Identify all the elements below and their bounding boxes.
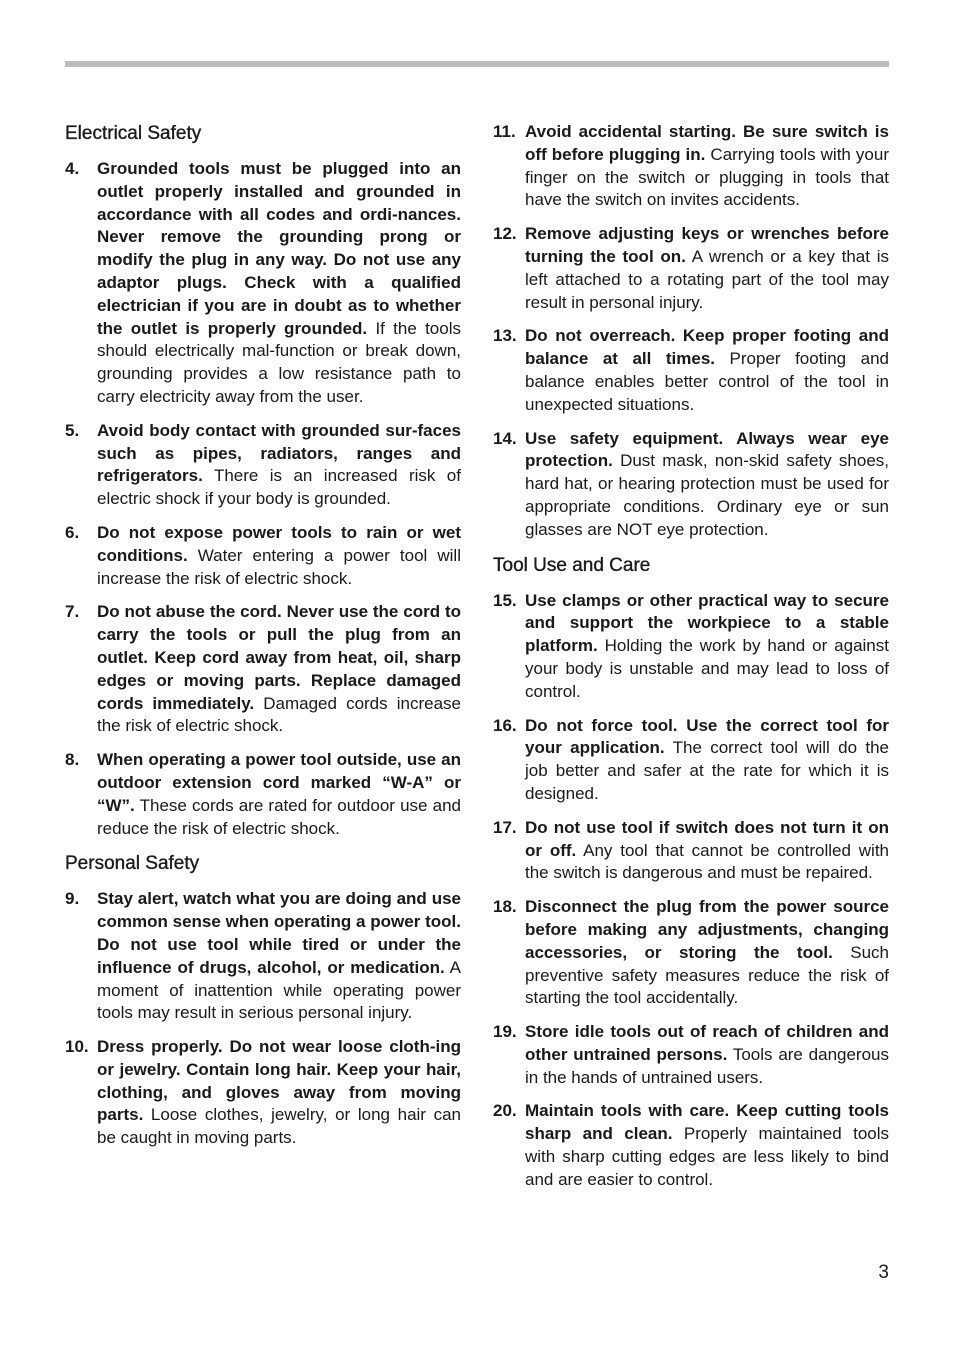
list-item bbox=[493, 817, 889, 885]
item-number: 16. bbox=[493, 715, 517, 735]
item-bold: Disconnect the plug from the power source before making any adjustments, changing accessories, or storing the tool. bbox=[525, 897, 889, 962]
page-number: 3 bbox=[878, 1262, 889, 1283]
list-item bbox=[65, 601, 461, 738]
item-body: Water entering a power tool will increase the risk of electric shock. bbox=[97, 545, 461, 588]
item-text bbox=[525, 817, 889, 885]
heading-tool-use-and-care: Tool Use and Care bbox=[493, 554, 651, 576]
item-bold: Stay alert, watch what you are doing and use common sense when operating a power tool. Do not use tool while tired or under the influence of drugs, alcohol, or medication. bbox=[97, 889, 461, 977]
item-text bbox=[97, 1036, 461, 1150]
item-number: 9. bbox=[65, 889, 80, 909]
item-number: 5. bbox=[65, 420, 80, 440]
item-bold: Use safety equipment. Always wear eye protection. bbox=[525, 428, 889, 471]
right-column bbox=[493, 121, 889, 1203]
list-item bbox=[493, 715, 889, 806]
item-bold: Dress properly. Do not wear loose cloth-ing or jewelry. Contain long hair. Keep your hair, clothing, and gloves away from moving parts. bbox=[97, 1037, 461, 1125]
item-number: 6. bbox=[65, 522, 80, 542]
item-number: 13. bbox=[493, 326, 517, 346]
item-text bbox=[97, 420, 461, 511]
header-rule bbox=[65, 61, 889, 67]
item-text bbox=[97, 601, 461, 738]
item-text bbox=[97, 888, 461, 1025]
item-bold: Avoid accidental starting. Be sure switch is off before plugging in. bbox=[525, 122, 889, 164]
left-column bbox=[65, 121, 461, 1161]
item-bold: Store idle tools out of reach of children and other untrained persons. bbox=[525, 1022, 889, 1064]
item-bold: Do not use tool if switch does not turn it on or off. bbox=[525, 817, 889, 860]
item-text bbox=[525, 590, 889, 704]
item-body: Loose clothes, jewelry, or long hair can be caught in moving parts. bbox=[97, 1105, 461, 1148]
list-item bbox=[493, 428, 889, 542]
item-body: Tools are dangerous in the hands of untrained users. bbox=[525, 1044, 890, 1087]
list-item bbox=[65, 1036, 461, 1150]
item-number: 10. bbox=[65, 1037, 89, 1057]
list-item bbox=[65, 158, 461, 409]
item-body: There is an increased risk of electric shock if your body is grounded. bbox=[97, 466, 461, 509]
item-text bbox=[97, 749, 461, 840]
item-body: Such preventive safety measures reduce the risk of starting the tool accidentally. bbox=[525, 942, 889, 1008]
item-bold: Maintain tools with care. Keep cutting tools sharp and clean. bbox=[525, 1101, 889, 1144]
item-body: These cords are rated for outdoor use and reduce the risk of electric shock. bbox=[97, 795, 461, 838]
list-item bbox=[493, 223, 889, 314]
item-bold: Do not expose power tools to rain or wet conditions. bbox=[97, 522, 461, 565]
list-item bbox=[493, 590, 889, 704]
item-body: If the tools should electrically mal-function or break down, grounding provides a low resistance path to carry electricity away from the user. bbox=[97, 318, 461, 406]
item-bold: Do not abuse the cord. Never use the cord to carry the tools or pull the plug from an outlet. Keep cord away from heat, oil, sharp edges or moving parts. Replace damaged cords immediately. bbox=[97, 602, 461, 713]
item-body: Holding the work by hand or against your body is unstable and may lead to loss of control. bbox=[525, 636, 889, 701]
heading-electrical-safety: Electrical Safety bbox=[65, 123, 202, 144]
item-number: 7. bbox=[65, 602, 80, 622]
heading-personal-safety: Personal Safety bbox=[65, 853, 200, 875]
item-body: The correct tool will do the job better and safer at the rate for which it is designed. bbox=[525, 738, 889, 803]
item-text bbox=[525, 1100, 889, 1191]
list-item bbox=[493, 325, 889, 416]
item-bold: Grounded tools must be plugged into an outlet properly installed and grounded in accordance with all codes and ordi-nances. Never remove the grounding prong or modify the plug in any way. Do not use any adaptor plugs. Check with a qualified electrician if you are in doubt as to whether the outlet is properly grounded. bbox=[97, 159, 461, 338]
item-body: Carrying tools with your finger on the switch or plugging in tools that have the switch on invites accidents. bbox=[525, 144, 889, 210]
item-number: 20. bbox=[493, 1101, 517, 1121]
item-text bbox=[525, 715, 889, 806]
item-bold: When operating a power tool outside, use an outdoor extension cord marked “W-A” or “W”. bbox=[97, 750, 461, 815]
item-bold: Do not overreach. Keep proper footing and balance at all times. bbox=[525, 326, 889, 369]
item-text bbox=[525, 325, 889, 416]
item-bold: Remove adjusting keys or wrenches before turning the tool on. bbox=[525, 224, 889, 266]
item-text bbox=[525, 428, 889, 542]
item-body: Damaged cords increase the risk of electric shock. bbox=[97, 693, 461, 736]
item-body: A wrench or a key that is left attached to a rotating part of the tool may result in personal injury. bbox=[525, 246, 889, 312]
list-item bbox=[65, 888, 461, 1025]
item-number: 12. bbox=[493, 224, 517, 244]
item-number: 4. bbox=[65, 159, 80, 178]
list-item bbox=[65, 522, 461, 590]
item-text bbox=[97, 522, 461, 590]
item-number: 15. bbox=[493, 590, 517, 610]
list-item bbox=[493, 1021, 889, 1089]
item-number: 17. bbox=[493, 817, 517, 837]
item-text bbox=[525, 121, 889, 212]
item-body: Proper footing and balance enables better control of the tool in unexpected situations. bbox=[525, 349, 889, 414]
list-item bbox=[493, 121, 889, 212]
list-item bbox=[493, 1100, 889, 1191]
item-bold: Use clamps or other practical way to secure and support the workpiece to a stable platform. bbox=[525, 590, 889, 656]
item-text bbox=[525, 1021, 889, 1089]
list-item bbox=[493, 896, 889, 1010]
item-number: 14. bbox=[493, 428, 517, 448]
list-item bbox=[65, 749, 461, 840]
item-number: 8. bbox=[65, 750, 80, 770]
item-body: Dust mask, non-skid safety shoes, hard hat, or hearing protection must be used for appropriate conditions. Ordinary eye or sun glasses are NOT eye protection. bbox=[525, 451, 889, 539]
item-text bbox=[97, 158, 461, 409]
item-number: 19. bbox=[493, 1022, 517, 1042]
item-number: 18. bbox=[493, 897, 517, 917]
item-text bbox=[525, 896, 889, 1010]
item-bold: Do not force tool. Use the correct tool for your application. bbox=[525, 715, 889, 758]
item-number: 11. bbox=[493, 122, 516, 141]
item-bold: Avoid body contact with grounded sur-faces such as pipes, radiators, ranges and refrigerators. bbox=[97, 420, 461, 486]
item-body: Any tool that cannot be controlled with the switch is dangerous and must be repaired. bbox=[525, 840, 889, 883]
item-body: A moment of inattention while operating power tools may result in serious personal injury. bbox=[97, 957, 461, 1023]
list-item bbox=[65, 420, 461, 511]
item-text bbox=[525, 223, 889, 314]
item-body: Properly maintained tools with sharp cutting edges are less likely to bind and are easier to control. bbox=[525, 1124, 889, 1189]
